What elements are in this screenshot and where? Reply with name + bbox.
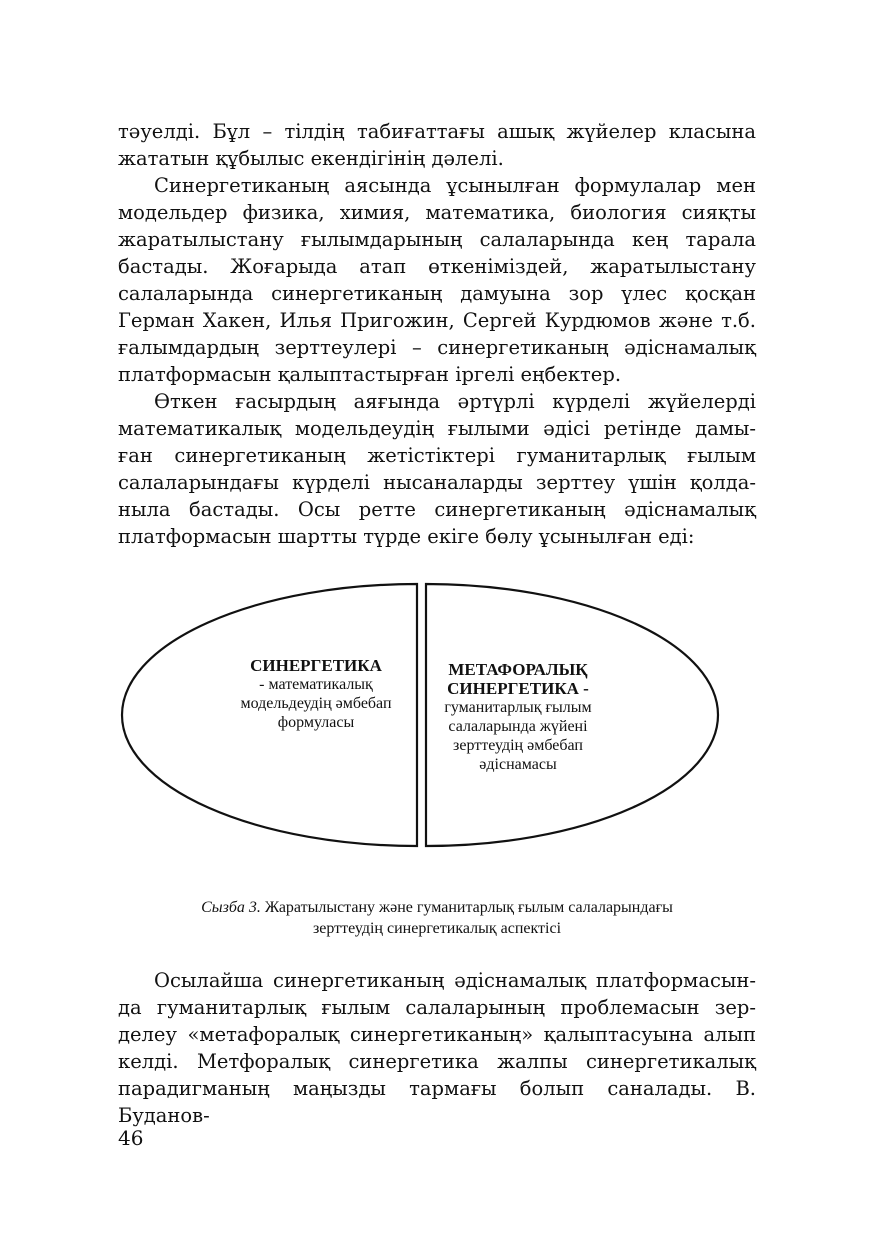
text-line: делеу «метафоралық синергетиканың» қалыптасуына алып	[118, 1023, 756, 1046]
text-line: ғалымдардың зерттеулері – синергетиканың әдіснамалық	[118, 336, 756, 359]
text-line: математикалық модельдеудің ғылыми әдісі ретінде дамы-	[118, 417, 756, 440]
right-title: СИНЕРГЕТИКА -	[447, 679, 589, 698]
caption-label: Сызба 3.	[201, 899, 261, 916]
text-line: платформасын қалыптастырған іргелі еңбектер.	[118, 363, 622, 386]
text-line: Өткен ғасырдың аяғында әртүрлі күрделі жүйелерді	[154, 390, 756, 413]
right-line: салаларында жүйені	[448, 718, 588, 735]
text-line: платформасын шартты түрде екіге бөлу ұсынылған еді:	[118, 525, 695, 548]
text-line: салаларында синергетиканың дамуына зор үлес қосқан	[118, 282, 756, 305]
right-title: МЕТАФОРАЛЫҚ	[448, 660, 588, 679]
text-line: ныла бастады. Осы ретте синергетиканың әдіснамалық	[118, 498, 756, 521]
text-line: жататын құбылыс екендігінің дәлелі.	[118, 147, 504, 170]
paragraph-2	[118, 172, 756, 388]
paragraph-3	[118, 388, 756, 550]
text-line: жаратылыстану ғылымдарының салаларында кең тарала	[118, 228, 756, 251]
text-line: Синергетиканың аясында ұсынылған формулалар мен	[154, 174, 756, 197]
text-line: Осылайша синергетиканың әдіснамалық платформасын-	[154, 969, 756, 992]
page-number: 46	[118, 1126, 144, 1150]
bottom-text-block	[118, 967, 756, 1129]
text-line: да гуманитарлық ғылым салаларының проблемасын зер-	[118, 996, 756, 1019]
text-line: парадигманың маңызды тармағы болып саналады. В. Буданов-	[118, 1077, 756, 1127]
text-line: бастады. Жоғарыда атап өткеніміздей, жаратылыстану	[118, 255, 756, 278]
caption-text: зерттеудің синергетикалық аспектісі	[312, 920, 562, 937]
text-line: келді. Метфоралық синергетика жалпы синергетикалық	[118, 1050, 756, 1073]
right-line: зерттеудің әмбебап	[453, 737, 583, 754]
left-title: СИНЕРГЕТИКА	[250, 656, 382, 675]
paragraph-1	[118, 118, 756, 172]
top-text-block	[118, 118, 756, 550]
right-half-label	[426, 660, 610, 774]
left-line: модельдеудің әмбебап	[240, 695, 392, 712]
right-line: гуманитарлық ғылым	[444, 699, 592, 716]
text-line: модельдер физика, химия, математика, биология сияқты	[118, 201, 756, 224]
caption-text: Жаратылыстану және гуманитарлық ғылым салаларындағы	[260, 899, 673, 916]
text-line: салаларындағы күрделі нысаналарды зерттеу үшін қолда-	[118, 471, 756, 494]
paragraph-4	[118, 967, 756, 1129]
left-half-label	[204, 656, 428, 732]
figure-caption	[118, 897, 756, 939]
diagram-figure	[120, 578, 722, 852]
left-line: формуласы	[277, 714, 355, 731]
text-line: Герман Хакен, Илья Пригожин, Сергей Курдюмов және т.б.	[118, 309, 756, 332]
text-line: ған синергетиканың жетістіктері гуманитарлық ғылым	[118, 444, 756, 467]
left-line: - математикалық	[259, 676, 373, 693]
text-line: тәуелді. Бұл – тілдің табиғаттағы ашық жүйелер класына	[118, 120, 756, 143]
right-line: әдіснамасы	[479, 756, 557, 773]
